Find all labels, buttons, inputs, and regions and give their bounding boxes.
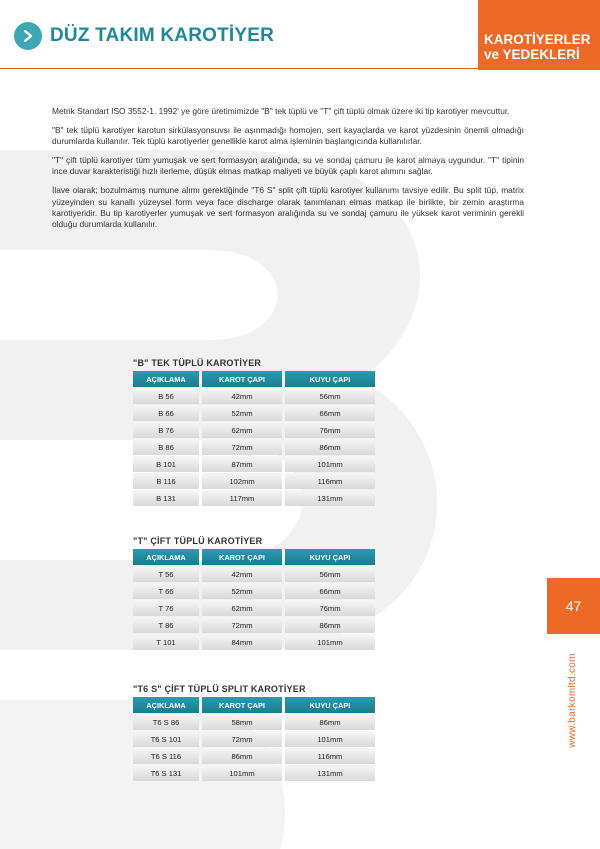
table-cell: 72mm (202, 731, 282, 747)
page-number: 47 (547, 578, 600, 634)
table-cell: 116mm (285, 748, 375, 764)
table-cell: B 131 (133, 490, 199, 506)
table-cell: 42mm (202, 566, 282, 582)
table-cell: T 56 (133, 566, 199, 582)
table-cell: 117mm (202, 490, 282, 506)
header-cell: KUYU ÇAPI (285, 697, 375, 713)
intro-paragraph-2: "B" tek tüplü karotiyer karotun sirkülasyonsuvsı ile aşınmadığı homojen, sert kayaçlarda ve karot yüzdesinin önemli olmadığı durumlarda kullanılır. Tek tüplü karotiyerler genellikle karot alma işleminin başlangıcında kullanılırlar. (52, 124, 524, 147)
header-cell: KUYU ÇAPI (285, 371, 375, 387)
table-cell: 84mm (202, 634, 282, 650)
table-t6s-split-tube (133, 684, 381, 782)
header-cell: AÇIKLAMA (133, 549, 199, 565)
table-cell: T 86 (133, 617, 199, 633)
table-row (133, 714, 381, 730)
table-cell: 101mm (285, 731, 375, 747)
table-cell: 87mm (202, 456, 282, 472)
table-cell: 52mm (202, 583, 282, 599)
table-cell: 86mm (285, 617, 375, 633)
table-cell: 101mm (285, 634, 375, 650)
intro-text (52, 106, 524, 238)
table-row (133, 490, 381, 506)
header-divider (0, 68, 478, 69)
header-cell: AÇIKLAMA (133, 371, 199, 387)
table-row (133, 748, 381, 764)
page-title: DÜZ TAKIM KAROTİYER (50, 25, 275, 46)
header-cell: KAROT ÇAPI (202, 697, 282, 713)
section-tab (478, 0, 600, 70)
header-cell: KAROT ÇAPI (202, 549, 282, 565)
intro-paragraph-1: Metrik Standart ISO 3552-1. 1992' ye göre üretimimizde "B" tek tüplü ve "T" çift tüplü olmak üzere iki tip karotiyer mevcuttur. (52, 106, 510, 116)
table-row (133, 439, 381, 455)
header-cell: AÇIKLAMA (133, 697, 199, 713)
table-cell: 52mm (202, 405, 282, 421)
header-cell: KUYU ÇAPI (285, 549, 375, 565)
table-cell: 86mm (285, 439, 375, 455)
table-cell: 86mm (285, 714, 375, 730)
table-b-single-tube (133, 358, 381, 507)
table-cell: T 76 (133, 600, 199, 616)
table-cell: 86mm (202, 748, 282, 764)
website-url[interactable] (560, 640, 584, 760)
table-cell: 62mm (202, 600, 282, 616)
table-cell: 76mm (285, 422, 375, 438)
header-cell: KAROT ÇAPI (202, 371, 282, 387)
table-caption: "T6 S" ÇİFT TÜPLÜ SPLIT KAROTİYER (133, 684, 306, 694)
table-cell: 56mm (285, 388, 375, 404)
table-cell: T6 S 86 (133, 714, 199, 730)
table-cell: 66mm (285, 583, 375, 599)
table-row (133, 600, 381, 616)
table-header-row (133, 371, 381, 387)
table-cell: B 101 (133, 456, 199, 472)
section-tab-line1: KAROTİYERLER (484, 32, 591, 47)
table-cell: 58mm (202, 714, 282, 730)
table-cell: 131mm (285, 765, 375, 781)
table-row (133, 566, 381, 582)
chevron-right-icon (14, 22, 42, 50)
table-cell: 101mm (285, 456, 375, 472)
table-cell: 66mm (285, 405, 375, 421)
table-row (133, 422, 381, 438)
table-header-row (133, 549, 381, 565)
table-row (133, 473, 381, 489)
table-header-row (133, 697, 381, 713)
table-row (133, 765, 381, 781)
table-caption: "T" ÇİFT TÜPLÜ KAROTİYER (133, 536, 263, 546)
website-url-text: www.barkomltd.com (566, 652, 578, 748)
table-t-double-tube (133, 536, 381, 651)
table-row (133, 405, 381, 421)
table-cell: 102mm (202, 473, 282, 489)
page-title-block (14, 20, 274, 52)
table-row (133, 388, 381, 404)
table-cell: T6 S 101 (133, 731, 199, 747)
table-caption: "B" TEK TÜPLÜ KAROTİYER (133, 358, 262, 368)
table-cell: T6 S 116 (133, 748, 199, 764)
intro-paragraph-4: İlave olarak; bozulmamış numune alımı gerektiğinde "T6 S" split çift tüplü karotiyer kullanımı tavsiye edilir. Bu split tüp, matrix yüzeyinden su kanallı yüzeysel form veya face discharge olarak tanımlanan elmas matkap ile birlikte, bir zemin araştırma karotiyeridir. Bu tip karotiyerler yumuşak ve sert formasyon aralığında su ve sondaj çamuru ile yüksek karot veriminin gerekli olduğu durumlarda kullanılır. (52, 185, 524, 230)
table-row (133, 583, 381, 599)
table-cell: 56mm (285, 566, 375, 582)
table-cell: 42mm (202, 388, 282, 404)
table-cell: T6 S 131 (133, 765, 199, 781)
table-cell: 131mm (285, 490, 375, 506)
table-cell: B 86 (133, 439, 199, 455)
table-cell: 76mm (285, 600, 375, 616)
table-row (133, 456, 381, 472)
intro-paragraph-3: "T" çift tüplü karotiyer tüm yumuşak ve sert formasyon aralığında, su ve sondaj çamuru ile karot almaya uygundur. "T" tipinin ince duvar karakteristiği hızlı ilerleme, düşük elmas matkap maliyeti ve büyük çaplı karot alımını sağlar. (52, 155, 524, 177)
table-row (133, 617, 381, 633)
table-cell: T 101 (133, 634, 199, 650)
table-row (133, 634, 381, 650)
table-cell: 62mm (202, 422, 282, 438)
table-cell: 72mm (202, 439, 282, 455)
table-cell: B 56 (133, 388, 199, 404)
table-cell: B 76 (133, 422, 199, 438)
table-cell: 116mm (285, 473, 375, 489)
table-cell: B 116 (133, 473, 199, 489)
table-cell: T 66 (133, 583, 199, 599)
table-cell: B 66 (133, 405, 199, 421)
section-tab-line2: ve YEDEKLERİ (484, 47, 580, 62)
table-cell: 101mm (202, 765, 282, 781)
table-row (133, 731, 381, 747)
table-cell: 72mm (202, 617, 282, 633)
